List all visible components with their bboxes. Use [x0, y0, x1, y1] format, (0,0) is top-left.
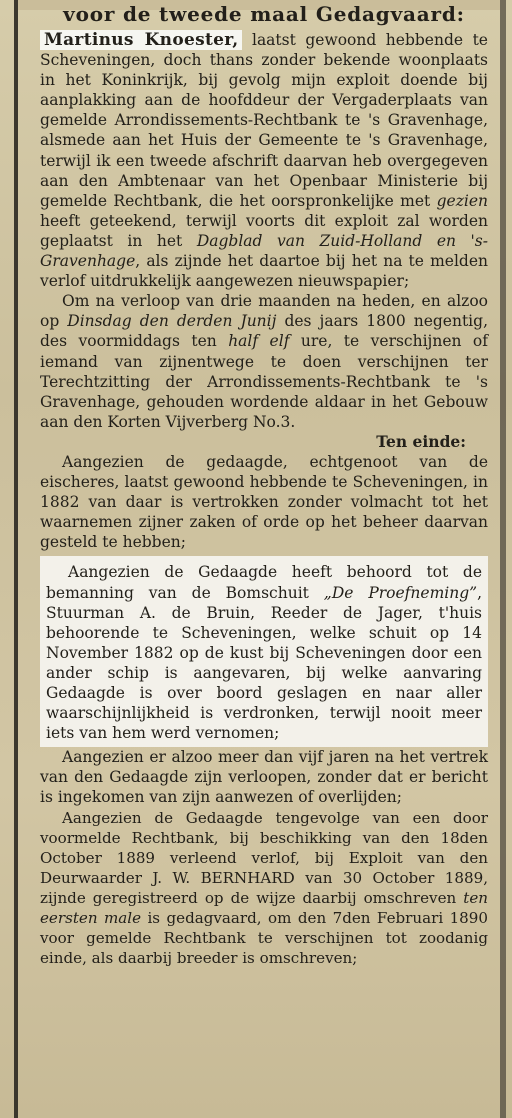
- ten-einde-heading: Ten einde:: [376, 431, 466, 451]
- document-body: [40, 30, 488, 968]
- hearing-date: Dinsdag den derden Junij: [67, 312, 277, 331]
- paragraph-1: [40, 30, 488, 291]
- gezien-text: gezien: [436, 191, 488, 210]
- paragraph-2-text-3: ure, te verschijnen of iemand van zijnentwege te doen verschijnen ter Terechtzitting der Arrondissements-Rechtbank te 's Gravenhage, gehouden wordende aldaar in het Gebouw aan den Korten Vijverberg No.3.: [40, 332, 489, 431]
- paragraph-6-text: Aangezien de Gedaagde tengevolge van een door voormelde Rechtbank, bij beschikking van den 18den October 1889 verleend verlof, bij Exploit van den Deurwaarder J. W. BERNHARD van 30 October 1889, zijnde geregistreerd op de wijze daarbij omschreven: [40, 808, 488, 907]
- defendant-name: Martinus Knoester,: [40, 30, 242, 50]
- section-heading: voor de tweede maal Gedagvaard:: [63, 2, 465, 26]
- paragraph-1-text: laatst gewoond hebbende te Scheveningen, doch thans zonder bekende woonplaats in het Koninkrijk, bij gevolg mijn exploit doende bij aanplakking aan de hoofddeur der Vergaderplaats van gemelde Arrondissements-Rechtbank te 's Gravenhage, alsmede aan het Huis der Gemeente te 's Gravenhage, terwijl ik een tweede afschrift daarvan heb overgegeven aan den Ambtenaar van het Openbaar Ministerie bij gemelde Rechtbank, die het oorspronkelijke met: [40, 31, 488, 210]
- paragraph-2: [40, 291, 488, 432]
- hearing-time: half elf: [228, 332, 290, 351]
- paragraph-3: Aangezien de gedaagde, echtgenoot van de eischeres, laatst gewoond hebbende te Scheveningen, in 1882 van daar is vertrokken zonder volmacht tot het waarnemen zijner zaken of orde op het beheer daarvan gesteld te hebben;: [40, 452, 488, 552]
- highlighted-paragraph: [40, 556, 488, 747]
- paragraph-1-text-2: heeft geteekend, terwijl voorts dit exploit zal worden geplaatst in het: [40, 211, 488, 250]
- paragraph-2-text: Om na verloop van drie maanden na heden, en alzoo op: [40, 292, 488, 331]
- paragraph-2-text-2: des jaars 1800 negentig, des voormiddags ten: [40, 312, 488, 351]
- paragraph-4-text-2: , Stuurman A. de Bruin, Reeder de Jager, t'huis behoorende te Scheveningen, welke schuit op 14 November 1882 op de kust bij Scheveningen door een ander schip is aangevaren, bij welke aanvaring Gedaagde is over boord geslagen en naar aller waarschijnlijkheid is verdronken, terwijl nooit meer iets van hem werd vernomen;: [46, 583, 482, 743]
- paragraph-4-text: Aangezien de Gedaagde heeft behoord tot de bemanning van de Bomschuit: [46, 563, 482, 602]
- right-column-rule: [500, 0, 506, 1118]
- paragraph-6-text-2: is gedagvaard, om den 7den Februari 1890 voor gemelde Rechtbank te verschijnen tot zoodanig einde, als daarbij breeder is omschreven;: [40, 908, 488, 967]
- ship-name: „De Proefneming”: [323, 583, 478, 602]
- paragraph-1-text-3: , als zijnde het daartoe bij het na te melden verlof uitdrukkelijk aangewezen nieuwspapier;: [40, 252, 488, 291]
- paragraph-6: [40, 808, 488, 968]
- first-time-text: ten eersten male: [40, 888, 488, 927]
- newspaper-name: Dagblad van Zuid-Holland en 's-Gravenhage: [40, 231, 488, 271]
- left-column-rule: [14, 0, 18, 1118]
- paragraph-5: Aangezien er alzoo meer dan vijf jaren na het vertrek van den Gedaagde zijn verloopen, zonder dat er bericht is ingekomen van zijn aanwezen of overlijden;: [40, 748, 488, 807]
